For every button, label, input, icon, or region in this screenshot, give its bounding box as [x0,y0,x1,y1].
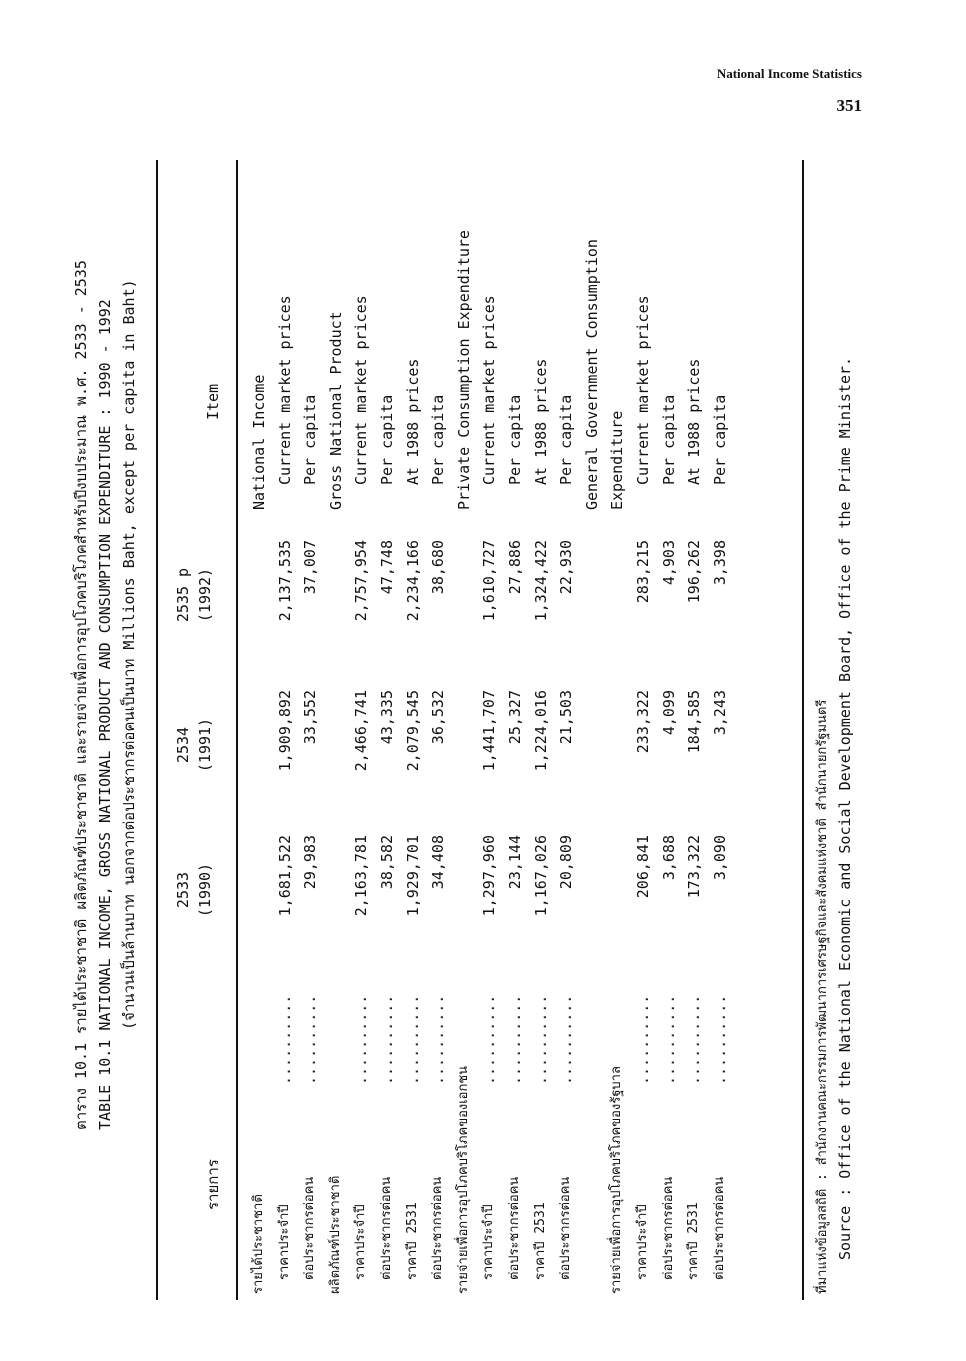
col-1990-ad: (1990) [196,862,214,918]
row-label-english: General Government Consumption [582,239,601,510]
cell-value: 1,324,422 [531,540,550,622]
row-label-english: Gross National Product [326,311,345,510]
row-label-thai: ราคาปี 2531 [404,1202,420,1280]
row-label-thai: ราคาประจำปี [481,1204,497,1280]
row-label-thai: ต่อประชากรต่อคน [430,1176,446,1280]
row-label-thai: ราคาปี 2531 [532,1202,548,1280]
cell-value: 184,585 [685,690,704,754]
cell-value: 29,983 [301,835,320,890]
leader-dots: .......... [710,994,729,1085]
leader-dots: .......... [557,994,576,1085]
leader-dots: .......... [506,994,524,1085]
cell-value: 36,532 [429,690,448,745]
cell-value: 1,929,701 [403,835,422,917]
row-label-english: Per capita [710,394,729,485]
row-label-thai: ต่อประชากรต่อคน [558,1176,574,1280]
row-label-english: Expenditure [608,410,627,510]
row-label-english: Current market prices [275,295,294,485]
cell-value: 33,552 [301,690,320,745]
row-label-thai: ผลิตภัณฑ์ประชาชาติ [327,1175,343,1294]
cell-value: 38,582 [378,835,396,890]
cell-value: 20,809 [557,835,576,890]
page-number: 351 [836,96,862,115]
cell-value: 27,886 [506,540,524,595]
row-label-thai: ราคาประจำปี [353,1204,369,1280]
col-1992-year: 2535 p [174,567,192,623]
row-label-thai: ต่อประชากรต่อคน [379,1176,394,1280]
row-label-thai: รายจ่ายเพื่อการอุปโภคบริโภคของรัฐบาล [609,1066,625,1294]
cell-value: 1,681,522 [275,835,294,917]
cell-value: 22,930 [557,540,576,595]
leader-dots: .......... [659,994,678,1085]
row-label-thai: ต่อประชากรต่อคน [711,1176,727,1280]
unit-note: (จำนวนเป็นล้านบาท นอกจากต่อประชากรต่อคนเป็นบาท Millions Baht, except per capita in Baht) [120,279,138,1030]
leader-dots: .......... [480,994,499,1085]
cell-value: 4,099 [659,690,678,736]
row-label-english: Per capita [557,394,576,485]
cell-value: 233,322 [634,690,652,754]
cell-value: 1,297,960 [480,835,499,917]
leader-dots: .......... [403,994,422,1085]
header-item-thai: รายการ [204,1159,222,1210]
leader-dots: .......... [429,994,448,1085]
cell-value: 283,215 [634,540,652,604]
col-1991-ad: (1991) [196,717,214,773]
table-title-english: TABLE 10.1 NATIONAL INCOME, GROSS NATIONAL PRODUCT AND CONSUMPTION EXPENDITURE : 1990 - 1992 [96,299,114,1130]
cell-value: 3,243 [710,690,729,736]
row-label-thai: ต่อประชากรต่อคน [660,1176,676,1280]
publication-name: National Income Statistics [716,66,862,81]
cell-value: 2,234,166 [403,540,422,622]
leader-dots: .......... [275,994,294,1085]
cell-value: 3,688 [659,835,678,881]
row-label-thai: ต่อประชากรต่อคน [302,1176,318,1280]
row-label-english: Per capita [301,394,320,485]
row-label-english: National Income [250,374,268,510]
source-note-english: Source : Office of the National Economic and Social Development Board, Office of the Prime Minister. [836,356,854,1260]
cell-value: 2,757,954 [352,540,371,622]
row-label-english: Per capita [659,394,678,485]
col-1992-ad: (1992) [196,567,214,623]
cell-value: 196,262 [685,540,704,604]
leader-dots: .......... [634,994,652,1085]
row-label-thai: ต่อประชากรต่อคน [507,1176,522,1280]
header-rule [236,160,238,1300]
cell-value: 2,137,535 [275,540,294,622]
row-label-english: Per capita [429,394,448,485]
cell-value: 43,335 [378,690,396,745]
cell-value: 1,224,016 [531,690,550,772]
leader-dots: .......... [378,994,396,1085]
leader-dots: .......... [301,994,320,1085]
row-label-english: Per capita [506,394,524,485]
bottom-rule [802,160,804,1300]
cell-value: 1,167,026 [531,835,550,917]
rotated-table-page [64,160,884,1300]
cell-value: 38,680 [429,540,448,595]
cell-value: 1,610,727 [480,540,499,622]
table-title-thai: ตาราง 10.1 รายได้ประชาชาติ ผลิตภัณฑ์ประชาชาติ และรายจ่ายเพื่อการอุปโภคบริโภคสำหรับปีงบประมาณ พ.ศ. 2533 - 2535 [72,260,90,1130]
row-label-thai: รายจ่ายเพื่อการอุปโภคบริโภคของเอกชน [455,1065,471,1294]
row-label-thai: ราคาปี 2531 [686,1202,702,1280]
col-1991-year: 2534 [174,726,192,764]
cell-value: 21,503 [557,690,576,745]
leader-dots: .......... [531,994,550,1085]
cell-value: 23,144 [506,835,524,890]
cell-value: 173,322 [685,835,704,899]
cell-value: 4,903 [659,540,678,586]
cell-value: 206,841 [634,835,652,899]
source-note-thai: ที่มาแห่งข้อมูลสถิติ : สำนักงานคณะกรรมการพัฒนาการเศรษฐกิจและสังคมแห่งชาติ สำนักนายกรัฐมนตรี [815,699,830,1294]
cell-value: 2,163,781 [352,835,371,917]
header-item-english: Item [204,383,222,420]
row-label-thai: รายได้ประชาชาติ [251,1194,266,1294]
row-label-english: Per capita [378,394,396,485]
row-label-english: At 1988 prices [531,358,550,485]
row-label-english: Private Consumption Expenditure [454,230,473,510]
row-label-thai: ราคาประจำปี [276,1204,292,1280]
cell-value: 1,441,707 [480,690,499,772]
cell-value: 37,007 [301,540,320,595]
cell-value: 34,408 [429,835,448,890]
row-label-english: At 1988 prices [403,358,422,485]
cell-value: 3,090 [710,835,729,881]
cell-value: 47,748 [378,540,396,595]
cell-value: 3,398 [710,540,729,586]
row-label-english: At 1988 prices [685,358,704,485]
col-1990-year: 2533 [174,871,192,909]
cell-value: 2,079,545 [403,690,422,772]
cell-value: 25,327 [506,690,524,745]
row-label-thai: ราคาประจำปี [635,1204,650,1280]
cell-value: 2,466,741 [352,690,371,772]
row-label-english: Current market prices [352,295,371,485]
row-label-english: Current market prices [634,295,652,485]
leader-dots: .......... [352,994,371,1085]
row-label-english: Current market prices [480,295,499,485]
top-rule [156,160,158,1300]
cell-value: 1,909,892 [275,690,294,772]
leader-dots: .......... [685,994,704,1085]
